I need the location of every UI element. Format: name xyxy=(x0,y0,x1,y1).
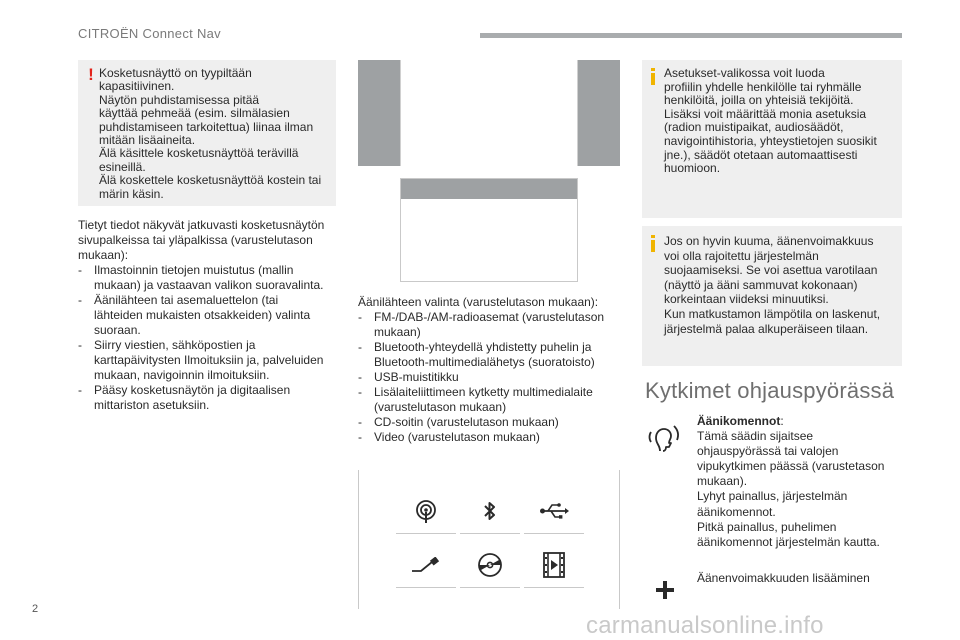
list-item xyxy=(358,415,628,430)
radio-icon xyxy=(396,494,456,528)
list-item xyxy=(358,385,628,415)
voice-line: Pitkä painallus, puhelimen xyxy=(697,519,837,534)
list-dash: - xyxy=(358,415,362,429)
info-line: voi olla rajoitettu järjestelmän xyxy=(664,248,819,263)
voice-command-title: Äänikomennot xyxy=(697,414,781,428)
list-dash: - xyxy=(358,310,362,324)
list-item-line: mittariston asetuksiin. xyxy=(94,398,210,412)
info-line: Lisäksi voit määrittää monia asetuksia xyxy=(664,106,867,121)
info-notice-temperature xyxy=(642,226,902,366)
list-item-line: Siirry viestien, sähköpostien ja xyxy=(94,338,256,352)
voice-command-icon xyxy=(648,422,682,459)
page-number: 2 xyxy=(32,603,39,615)
info-line: huomioon. xyxy=(664,161,721,176)
list-item-line: Bluetooth-yhteydellä yhdistetty puhelin ja xyxy=(374,340,592,354)
warning-line: kapasitiivinen. xyxy=(99,79,175,94)
list-item xyxy=(358,430,628,445)
screen-illustration-display xyxy=(400,60,578,166)
list-item xyxy=(78,383,348,413)
list-dash: - xyxy=(78,338,82,352)
voice-line: mukaan). xyxy=(697,474,748,489)
list-dash: - xyxy=(358,385,362,399)
info-line: korkeintaan viideksi minuutiksi. xyxy=(664,292,829,307)
screen-illustration-top xyxy=(358,60,620,166)
warning-line: märin käsin. xyxy=(99,186,164,201)
info-line: jne.), säädöt otetaan automaattisesti xyxy=(664,147,858,162)
screen-illustration-bottom xyxy=(400,178,578,282)
volume-up-label: Äänenvoimakkuuden lisääminen xyxy=(697,571,870,585)
voice-line: Tämä säädin sijaitsee xyxy=(697,429,814,444)
video-icon xyxy=(524,548,584,582)
intro-line: Äänilähteen valinta (varustelutason mukaan): xyxy=(358,295,599,309)
warning-line: mitään lisäaineita. xyxy=(99,133,196,148)
voice-line: äänikomennot. xyxy=(697,504,776,519)
info-line: (radion muistipaikat, audiosäädöt, xyxy=(664,120,844,135)
middle-column-text xyxy=(358,295,628,445)
info-line: navigointihistoria, yhteystietojen suosikit xyxy=(664,133,877,148)
list-dash: - xyxy=(358,430,362,444)
intro-line: Tietyt tiedot näkyvät jatkuvasti kosketusnäytön xyxy=(78,218,325,232)
list-item-line: Pääsy kosketusnäytön ja digitaalisen xyxy=(94,383,291,397)
list-item-line: mukaan) xyxy=(374,325,421,339)
list-dash: - xyxy=(78,263,82,277)
voice-line: vipukytkimen päässä (varustetason xyxy=(697,459,885,474)
screen-illustration-top-bar xyxy=(401,179,577,199)
info-icon xyxy=(651,68,655,85)
warning-notice-text xyxy=(99,67,321,201)
voice-line: ohjauspyörässä tai valojen xyxy=(697,444,839,459)
list-item xyxy=(78,293,348,338)
list-dash: - xyxy=(358,370,362,384)
warning-line: käyttää pehmeää (esim. silmälasien xyxy=(99,106,290,121)
list-item-line: Bluetooth-multimedialähetys (suoratoisto) xyxy=(374,355,595,369)
list-item-line: lähteiden mukaisten otsakkeiden) valinta xyxy=(94,308,311,322)
intro-line: mukaan): xyxy=(78,248,129,262)
info-line: Kun matkustamon lämpötila on laskenut, xyxy=(664,306,881,321)
info-line: (näyttö ja ääni sammuvat kokonaan) xyxy=(664,277,858,292)
list-item xyxy=(358,340,628,370)
section-heading-steering-controls: Kytkimet ohjauspyörässä xyxy=(645,378,895,403)
voice-line: Lyhyt painallus, järjestelmän xyxy=(697,489,848,504)
warning-notice xyxy=(78,60,336,206)
warning-line: esineillä. xyxy=(99,159,146,174)
warning-line: Kosketusnäyttö on tyypiltään xyxy=(99,66,252,80)
list-item xyxy=(78,338,348,383)
list-item-line: CD-soitin (varustelutason mukaan) xyxy=(374,415,559,429)
left-column-text xyxy=(78,218,348,413)
info-line: järjestelmä palaa alkuperäiseen tilaan. xyxy=(664,321,869,336)
list-item-line: Lisälaiteliittimeen kytketty multimedialaite xyxy=(374,385,593,399)
audio-source-icons-panel xyxy=(358,470,620,609)
plus-icon xyxy=(655,580,675,605)
list-item-line: mukaan) ja vastaavan valikon suoravalinta. xyxy=(94,278,324,292)
voice-command-title-line xyxy=(697,414,884,429)
info-line: Asetukset-valikossa voit luoda xyxy=(664,66,825,80)
voice-command-description xyxy=(697,414,884,550)
intro-line: sivupalkeissa tai yläpalkissa (varustelutason xyxy=(78,233,313,247)
info-line: suojaamiseksi. Se voi asettua varotilaan xyxy=(664,263,878,278)
info-notice-profiles xyxy=(642,60,902,218)
list-dash: - xyxy=(78,383,82,397)
info-line: Jos on hyvin kuuma, äänenvoimakkuus xyxy=(664,234,874,248)
info-line: profiilin yhdelle henkilölle tai ryhmälle xyxy=(664,79,862,94)
aux-jack-icon xyxy=(396,548,456,582)
info-icon xyxy=(651,235,655,252)
list-item-line: Äänilähteen tai asemaluettelon (tai xyxy=(94,293,279,307)
warning-line: puhdistamiseen tarkoitettua) liinaa ilman xyxy=(99,119,314,134)
bluetooth-icon xyxy=(460,494,520,528)
voice-line: äänikomennot järjestelmän kautta. xyxy=(697,534,880,549)
list-item-line: FM-/DAB-/AM-radioasemat (varustelutason xyxy=(374,310,605,324)
info-line: henkilöitä, joilla on yhteisiä tekijöitä. xyxy=(664,93,854,108)
info-notice-text xyxy=(664,67,877,176)
warning-exclamation-icon: ! xyxy=(88,65,94,84)
header-title: CITROËN Connect Nav xyxy=(78,26,221,41)
warning-line: Älä käsittele kosketusnäyttöä terävillä xyxy=(99,146,299,161)
voice-command-colon: : xyxy=(780,414,784,428)
list-dash: - xyxy=(358,340,362,354)
list-item xyxy=(78,263,348,293)
list-item-line: Video (varustelutason mukaan) xyxy=(374,430,540,444)
warning-line: Näytön puhdistamisessa pitää xyxy=(99,92,260,107)
list-dash: - xyxy=(78,293,82,307)
watermark: carmanualsonline.info xyxy=(586,612,824,639)
list-item-line: USB-muistitikku xyxy=(374,370,459,384)
cd-icon xyxy=(460,548,520,582)
header-rule xyxy=(480,33,902,38)
list-item-line: (varustelutason mukaan) xyxy=(374,400,507,414)
list-item-line: karttapäivitysten Ilmoituksiin ja, palveluiden xyxy=(94,353,324,367)
list-item-line: Ilmastoinnin tietojen muistutus (mallin xyxy=(94,263,294,277)
list-item xyxy=(358,370,628,385)
info-notice-text xyxy=(664,234,880,336)
list-item-line: mukaan, navigoinnin ilmoituksiin. xyxy=(94,368,270,382)
list-item-line: suoraan. xyxy=(94,323,141,337)
warning-line: Älä koskettele kosketusnäyttöä kostein tai xyxy=(99,173,322,188)
list-item xyxy=(358,310,628,340)
usb-icon xyxy=(524,494,584,528)
